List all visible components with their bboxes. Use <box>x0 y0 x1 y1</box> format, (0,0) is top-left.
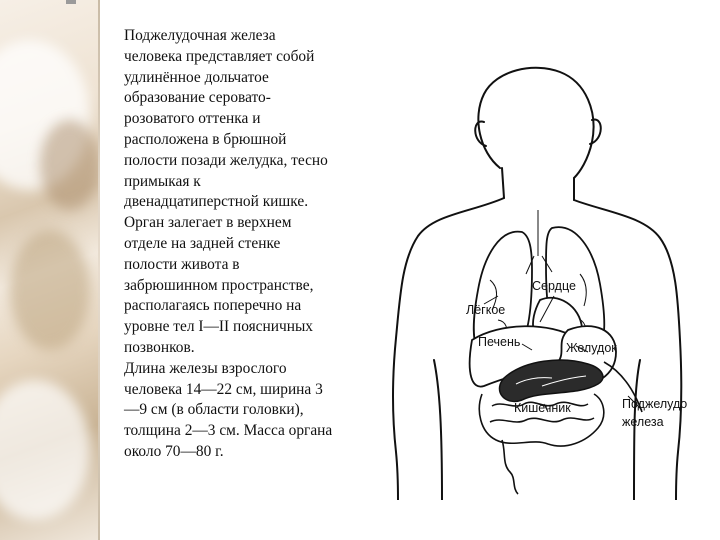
arm-left-inner <box>434 360 442 500</box>
neck-left <box>502 168 504 198</box>
anatomy-diagram <box>372 60 720 500</box>
photo-shadow <box>40 120 98 210</box>
label-stomach: Желудок <box>566 341 617 355</box>
label-heart: Сердце <box>532 279 576 293</box>
label-intestine: Кишечник <box>514 401 571 415</box>
decorative-photo-strip <box>0 0 98 540</box>
head-outline <box>478 68 593 178</box>
photo-shadow <box>10 230 90 350</box>
photo-highlight <box>0 380 90 520</box>
arm-right-inner <box>634 360 640 500</box>
anatomy-svg <box>372 60 720 500</box>
pancreas-description: Поджелудочная железа человека представляет собой удлинённое дольчатое образование серовато- розоватого оттенка и расположена в брюшной полости позади желудка, тесно примыкая к двенадцатиперстной кишке. Орган залегает в верхнем отделе на задней стенке полости живота в забрюшинном пространстве, располагаясь поперечно на уровне тел I—II поясничных позвонков. Длина железы взрослого человека 14—22 см, ширина 3 —9 см (в области головки), толщина 2—3 см. Масса органа около 70—80 г. <box>124 27 333 460</box>
strip-divider <box>98 0 100 540</box>
label-lung: Лёгкое <box>466 303 506 317</box>
label-liver: Печень <box>478 335 521 349</box>
label-pancreas-line1: Поджелудо <box>622 397 688 411</box>
label-pancreas-line2: железа <box>622 415 664 429</box>
corner-mark <box>66 0 76 4</box>
